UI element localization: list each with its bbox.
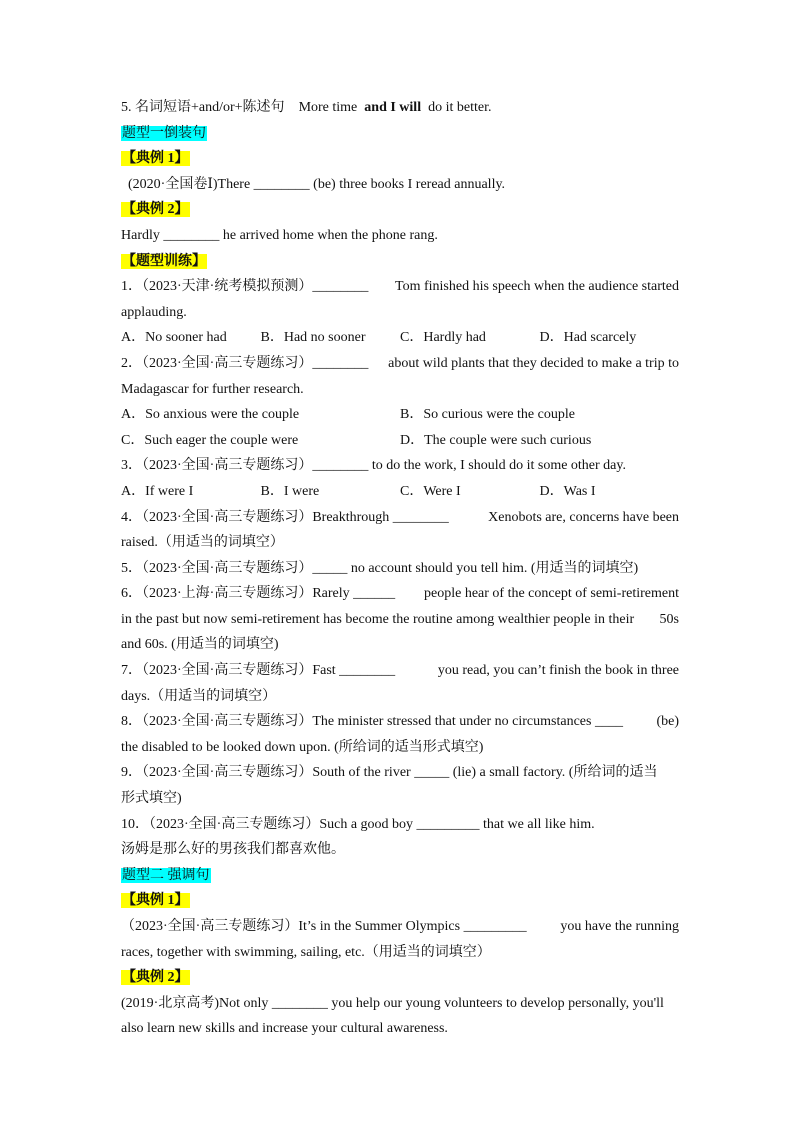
intro-example: More time bbox=[298, 100, 358, 115]
s2-example1-tag-line bbox=[121, 888, 679, 914]
q7-line2: days.（用适当的词填空） bbox=[121, 688, 277, 704]
q2-line1 bbox=[121, 351, 679, 377]
q1-options bbox=[121, 325, 679, 351]
q3-option-b: B．I were bbox=[260, 483, 320, 499]
s2-example1-line1 bbox=[121, 914, 679, 940]
s2-example2-tag: 【典例 2】 bbox=[122, 970, 189, 986]
q3-option-d: D．Was I bbox=[539, 483, 596, 499]
q8-line2: the disabled to be looked down upon. (所给词的适当形式填空) bbox=[121, 739, 484, 755]
q2-options-row1 bbox=[121, 402, 679, 428]
example1-tag-line bbox=[121, 146, 679, 172]
q8-line1 bbox=[121, 709, 679, 735]
q2-option-d: D．The couple were such curious bbox=[400, 432, 592, 448]
q3-text: 3．（2023·全国·高三专题练习）________ to do the work, I should do it some other day. bbox=[121, 458, 626, 474]
section-heading-1 bbox=[121, 121, 679, 147]
q10-line2: 汤姆是那么好的男孩我们都喜欢他。 bbox=[121, 842, 345, 858]
q2-options-row2 bbox=[121, 428, 679, 454]
q10-line1: 10．（2023·全国·高三专题练习）Such a good boy _________ that we all like him. bbox=[121, 816, 595, 832]
example1-tag: 【典例 1】 bbox=[122, 151, 189, 167]
q2-option-a: A．So anxious were the couple bbox=[121, 407, 300, 423]
s2-example1-line1-a: （2023·全国·高三专题练习）It’s in the Summer Olympics _________ bbox=[121, 919, 527, 934]
q1-line2: applauding. bbox=[121, 304, 187, 320]
q6-line1-b: people hear of the concept of semi-retirement bbox=[424, 586, 679, 602]
q4-line1-a: 4．（2023·全国·高三专题练习）Breakthrough ________ bbox=[121, 509, 449, 525]
example1-text: (2020·全国卷Ⅰ)There ________ (be) three books I reread annually. bbox=[128, 176, 506, 192]
q2-line1-a: 2．（2023·全国·高三专题练习）________ bbox=[121, 355, 369, 371]
example2-tag-line bbox=[121, 197, 679, 223]
q9-line2: 形式填空) bbox=[121, 791, 182, 807]
section-heading-2 bbox=[121, 863, 679, 889]
q3-options bbox=[121, 479, 679, 505]
page-content bbox=[121, 95, 679, 1042]
q7-line1-b: you read, you can’t finish the book in three bbox=[437, 663, 679, 679]
q2-line2: Madagascar for further research. bbox=[121, 381, 304, 397]
q3-option-c: C．Were I bbox=[400, 483, 461, 499]
q4-line2: raised.（用适当的词填空） bbox=[121, 535, 284, 551]
s2-example1-line2: races, together with swimming, sailing, etc.（用适当的词填空） bbox=[121, 944, 491, 960]
q9-line1-a: 9．（2023·全国·高三专题练习）South of the river _____ (lie) a small factory. (所给词的适当 bbox=[121, 765, 658, 781]
q4-line1 bbox=[121, 505, 679, 531]
q1-option-b: B．Had no sooner bbox=[260, 330, 366, 346]
q8-line1-b: (be) bbox=[656, 714, 679, 730]
q8-line1-a: 8．（2023·全国·高三专题练习）The minister stressed that under no circumstances ____ bbox=[121, 714, 623, 730]
example2-text: Hardly ________ he arrived home when the phone rang. bbox=[121, 227, 438, 243]
q2-option-b: B．So curious were the couple bbox=[400, 407, 575, 423]
q6-line1-a: 6．（2023·上海·高三专题练习）Rarely ______ bbox=[121, 586, 396, 602]
q1-option-d: D．Had scarcely bbox=[539, 330, 637, 346]
q6-line2-a: in the past but now semi-retirement has become the routine among wealthier people in their bbox=[121, 611, 635, 627]
q6-line1 bbox=[121, 581, 679, 607]
intro-tail: do it better. bbox=[428, 100, 492, 115]
q9-line1 bbox=[121, 760, 679, 786]
q6-line3: and 60s. (用适当的词填空) bbox=[121, 637, 279, 653]
q6-line2-b: 50s bbox=[659, 611, 679, 627]
training-tag: 【题型训练】 bbox=[122, 253, 206, 269]
q1-line1 bbox=[121, 274, 679, 300]
q1-line1-b: Tom finished his speech when the audience started bbox=[395, 279, 679, 295]
s2-example2-tag-line bbox=[121, 965, 679, 991]
s2-example1-line1-b: you have the running bbox=[560, 919, 679, 934]
section1-title: 题型一倒装句 bbox=[122, 125, 206, 141]
q7-line1-a: 7．（2023·全国·高三专题练习）Fast ________ bbox=[121, 663, 396, 679]
s2-example2-line1: (2019·北京高考)Not only ________ you help our young volunteers to develop personally, you'll bbox=[121, 995, 664, 1011]
q1-option-a: A．No sooner had bbox=[121, 330, 227, 346]
s2-example2-line2: also learn new skills and increase your cultural awareness. bbox=[121, 1021, 448, 1037]
q3-option-a: A．If were I bbox=[121, 483, 194, 499]
example2-tag: 【典例 2】 bbox=[122, 202, 189, 218]
intro-prefix: 5. 名词短语+and/or+陈述句 bbox=[121, 100, 285, 115]
q1-option-c: C．Hardly had bbox=[400, 330, 486, 346]
s2-example1-tag: 【典例 1】 bbox=[122, 893, 189, 909]
intro-line bbox=[121, 95, 679, 121]
q1-line1-a: 1．（2023·天津·统考模拟预测）________ bbox=[121, 279, 369, 295]
training-tag-line bbox=[121, 249, 679, 275]
q2-option-c: C．Such eager the couple were bbox=[121, 432, 299, 448]
q7-line1 bbox=[121, 658, 679, 684]
q6-line2 bbox=[121, 607, 679, 633]
intro-bold: and I will bbox=[364, 100, 422, 115]
q5-text: 5．（2023·全国·高三专题练习）_____ no account should you tell him. (用适当的词填空) bbox=[121, 560, 639, 576]
q4-line1-b: Xenobots are, concerns have been bbox=[488, 509, 679, 525]
section2-title: 题型二 强调句 bbox=[122, 867, 210, 883]
q2-line1-b: about wild plants that they decided to make a trip to bbox=[388, 355, 679, 371]
